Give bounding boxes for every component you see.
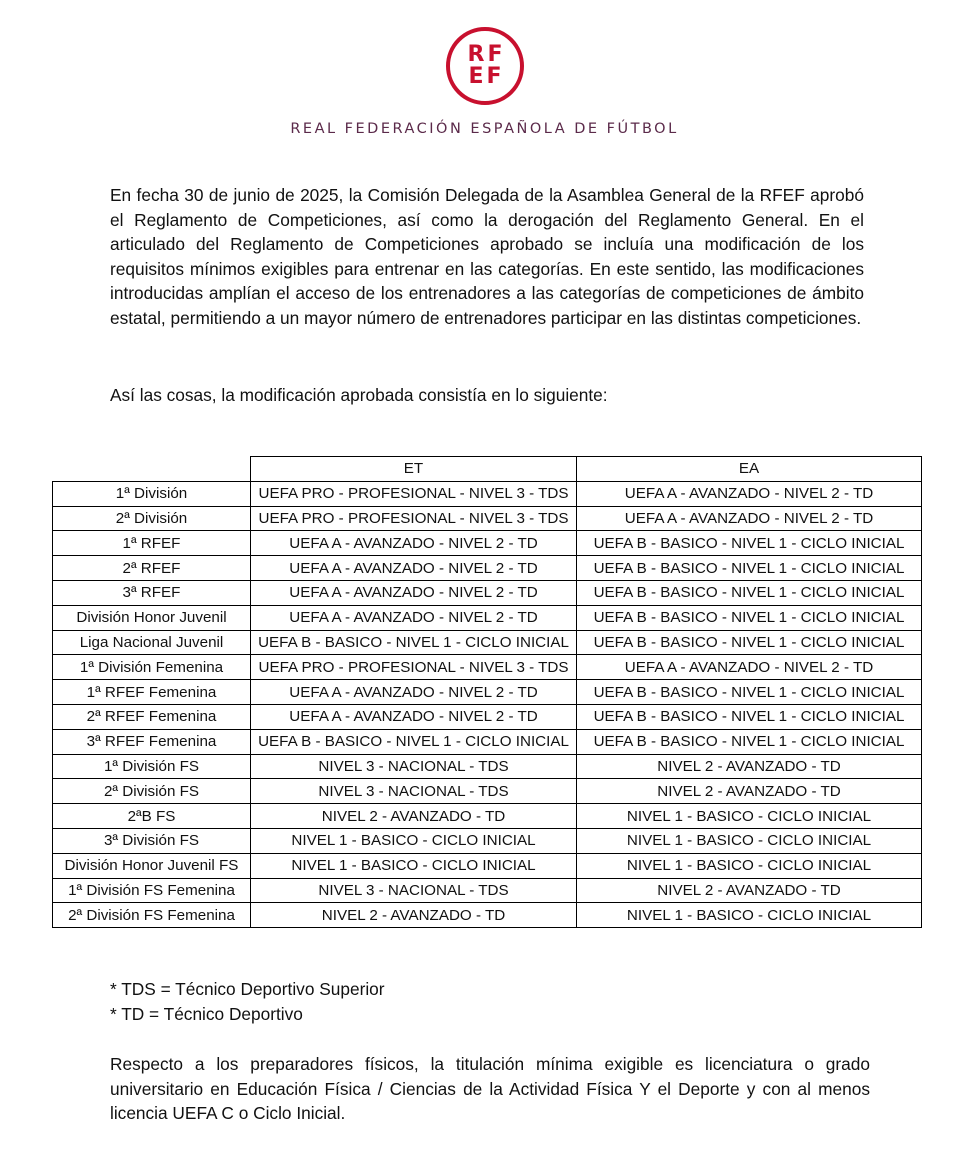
table-row: [53, 729, 922, 754]
table-row: [53, 754, 922, 779]
header-et: ET: [251, 457, 577, 482]
ea-cell: NIVEL 2 - AVANZADO - TD: [577, 754, 922, 779]
et-cell: UEFA A - AVANZADO - NIVEL 2 - TD: [251, 580, 577, 605]
header-blank-cell: [53, 457, 251, 482]
closing-paragraph: Respecto a los preparadores físicos, la titulación mínima exigible es licenciatura o grado universitario en Educación Física / Ciencias de la Actividad Física Y el Deporte y con al menos licencia UEFA C o Ciclo Inicial.: [110, 1054, 870, 1124]
federation-name: REAL FEDERACIÓN ESPAÑOLA DE FÚTBOL: [290, 121, 679, 137]
table-row: [53, 828, 922, 853]
table-row: [53, 630, 922, 655]
table-row: [53, 903, 922, 928]
et-cell: NIVEL 3 - NACIONAL - TDS: [251, 754, 577, 779]
footnote-tds: * TDS = Técnico Deportivo Superior: [110, 979, 385, 999]
et-cell: UEFA A - AVANZADO - NIVEL 2 - TD: [251, 531, 577, 556]
et-cell: UEFA PRO - PROFESIONAL - NIVEL 3 - TDS: [251, 481, 577, 506]
et-cell: NIVEL 2 - AVANZADO - TD: [251, 804, 577, 829]
category-cell: 1ª División Femenina: [53, 655, 251, 680]
category-cell: 2ª División FS: [53, 779, 251, 804]
table-row: [53, 481, 922, 506]
ea-cell: UEFA B - BASICO - NIVEL 1 - CICLO INICIAL: [577, 556, 922, 581]
et-cell: UEFA B - BASICO - NIVEL 1 - CICLO INICIAL: [251, 729, 577, 754]
ea-cell: UEFA B - BASICO - NIVEL 1 - CICLO INICIAL: [577, 605, 922, 630]
et-cell: NIVEL 3 - NACIONAL - TDS: [251, 779, 577, 804]
category-cell: 3ª RFEF Femenina: [53, 729, 251, 754]
intro-paragraph: En fecha 30 de junio de 2025, la Comisión Delegada de la Asamblea General de la RFEF aprobó el Reglamento de Competiciones, así como la derogación del Reglamento General. En el articulado del Reglamento de Competiciones aprobado se incluía una modificación de los requisitos mínimos exigibles para entrenar en las categorías. En este sentido, las modificaciones introducidas amplían el acceso de los entrenadores a las categorías de competiciones de ámbito estatal, permitiendo a un mayor número de entrenadores participar en las distintas competiciones.: [110, 185, 864, 328]
category-cell: 2ªB FS: [53, 804, 251, 829]
logo-text-line2: EF: [468, 64, 505, 89]
category-cell: 1ª División: [53, 481, 251, 506]
footnotes: [110, 977, 385, 1026]
category-cell: 2ª RFEF: [53, 556, 251, 581]
ea-cell: NIVEL 2 - AVANZADO - TD: [577, 878, 922, 903]
table-body: [53, 481, 922, 927]
et-cell: NIVEL 1 - BASICO - CICLO INICIAL: [251, 853, 577, 878]
ea-cell: UEFA A - AVANZADO - NIVEL 2 - TD: [577, 481, 922, 506]
et-cell: UEFA A - AVANZADO - NIVEL 2 - TD: [251, 556, 577, 581]
ea-cell: UEFA B - BASICO - NIVEL 1 - CICLO INICIAL: [577, 580, 922, 605]
ea-cell: UEFA B - BASICO - NIVEL 1 - CICLO INICIAL: [577, 680, 922, 705]
category-cell: Liga Nacional Juvenil: [53, 630, 251, 655]
table-row: [53, 605, 922, 630]
ea-cell: UEFA B - BASICO - NIVEL 1 - CICLO INICIAL: [577, 704, 922, 729]
et-cell: UEFA A - AVANZADO - NIVEL 2 - TD: [251, 605, 577, 630]
et-cell: UEFA B - BASICO - NIVEL 1 - CICLO INICIAL: [251, 630, 577, 655]
category-cell: 2ª RFEF Femenina: [53, 704, 251, 729]
category-cell: 1ª RFEF: [53, 531, 251, 556]
table-header-row: [53, 457, 922, 482]
category-cell: 1ª División FS: [53, 754, 251, 779]
rfef-logo: [446, 27, 524, 105]
ea-cell: UEFA A - AVANZADO - NIVEL 2 - TD: [577, 506, 922, 531]
table-row: [53, 680, 922, 705]
coach-requirements-table: [52, 456, 922, 928]
ea-cell: NIVEL 2 - AVANZADO - TD: [577, 779, 922, 804]
et-cell: NIVEL 2 - AVANZADO - TD: [251, 903, 577, 928]
table-row: [53, 853, 922, 878]
table-row: [53, 580, 922, 605]
category-cell: 2ª División: [53, 506, 251, 531]
table-row: [53, 779, 922, 804]
et-cell: NIVEL 3 - NACIONAL - TDS: [251, 878, 577, 903]
ea-cell: UEFA B - BASICO - NIVEL 1 - CICLO INICIAL: [577, 630, 922, 655]
category-cell: 1ª División FS Femenina: [53, 878, 251, 903]
category-cell: 3ª División FS: [53, 828, 251, 853]
ea-cell: UEFA A - AVANZADO - NIVEL 2 - TD: [577, 655, 922, 680]
table-row: [53, 531, 922, 556]
category-cell: 2ª División FS Femenina: [53, 903, 251, 928]
category-cell: 3ª RFEF: [53, 580, 251, 605]
table-row: [53, 556, 922, 581]
table-row: [53, 655, 922, 680]
table-row: [53, 506, 922, 531]
category-cell: División Honor Juvenil FS: [53, 853, 251, 878]
footnote-td: * TD = Técnico Deportivo: [110, 1003, 303, 1024]
et-cell: UEFA PRO - PROFESIONAL - NIVEL 3 - TDS: [251, 506, 577, 531]
et-cell: UEFA A - AVANZADO - NIVEL 2 - TD: [251, 680, 577, 705]
logo-text-line1: RF: [467, 42, 506, 67]
et-cell: UEFA A - AVANZADO - NIVEL 2 - TD: [251, 704, 577, 729]
ea-cell: NIVEL 1 - BASICO - CICLO INICIAL: [577, 828, 922, 853]
ea-cell: NIVEL 1 - BASICO - CICLO INICIAL: [577, 804, 922, 829]
et-cell: UEFA PRO - PROFESIONAL - NIVEL 3 - TDS: [251, 655, 577, 680]
category-cell: División Honor Juvenil: [53, 605, 251, 630]
ea-cell: NIVEL 1 - BASICO - CICLO INICIAL: [577, 903, 922, 928]
table-row: [53, 704, 922, 729]
ea-cell: UEFA B - BASICO - NIVEL 1 - CICLO INICIAL: [577, 729, 922, 754]
table-row: [53, 878, 922, 903]
intro-lead-in: Así las cosas, la modificación aprobada consistía en lo siguiente:: [110, 385, 608, 405]
category-cell: 1ª RFEF Femenina: [53, 680, 251, 705]
et-cell: NIVEL 1 - BASICO - CICLO INICIAL: [251, 828, 577, 853]
header-ea: EA: [577, 457, 922, 482]
ea-cell: UEFA B - BASICO - NIVEL 1 - CICLO INICIAL: [577, 531, 922, 556]
ea-cell: NIVEL 1 - BASICO - CICLO INICIAL: [577, 853, 922, 878]
table-row: [53, 804, 922, 829]
